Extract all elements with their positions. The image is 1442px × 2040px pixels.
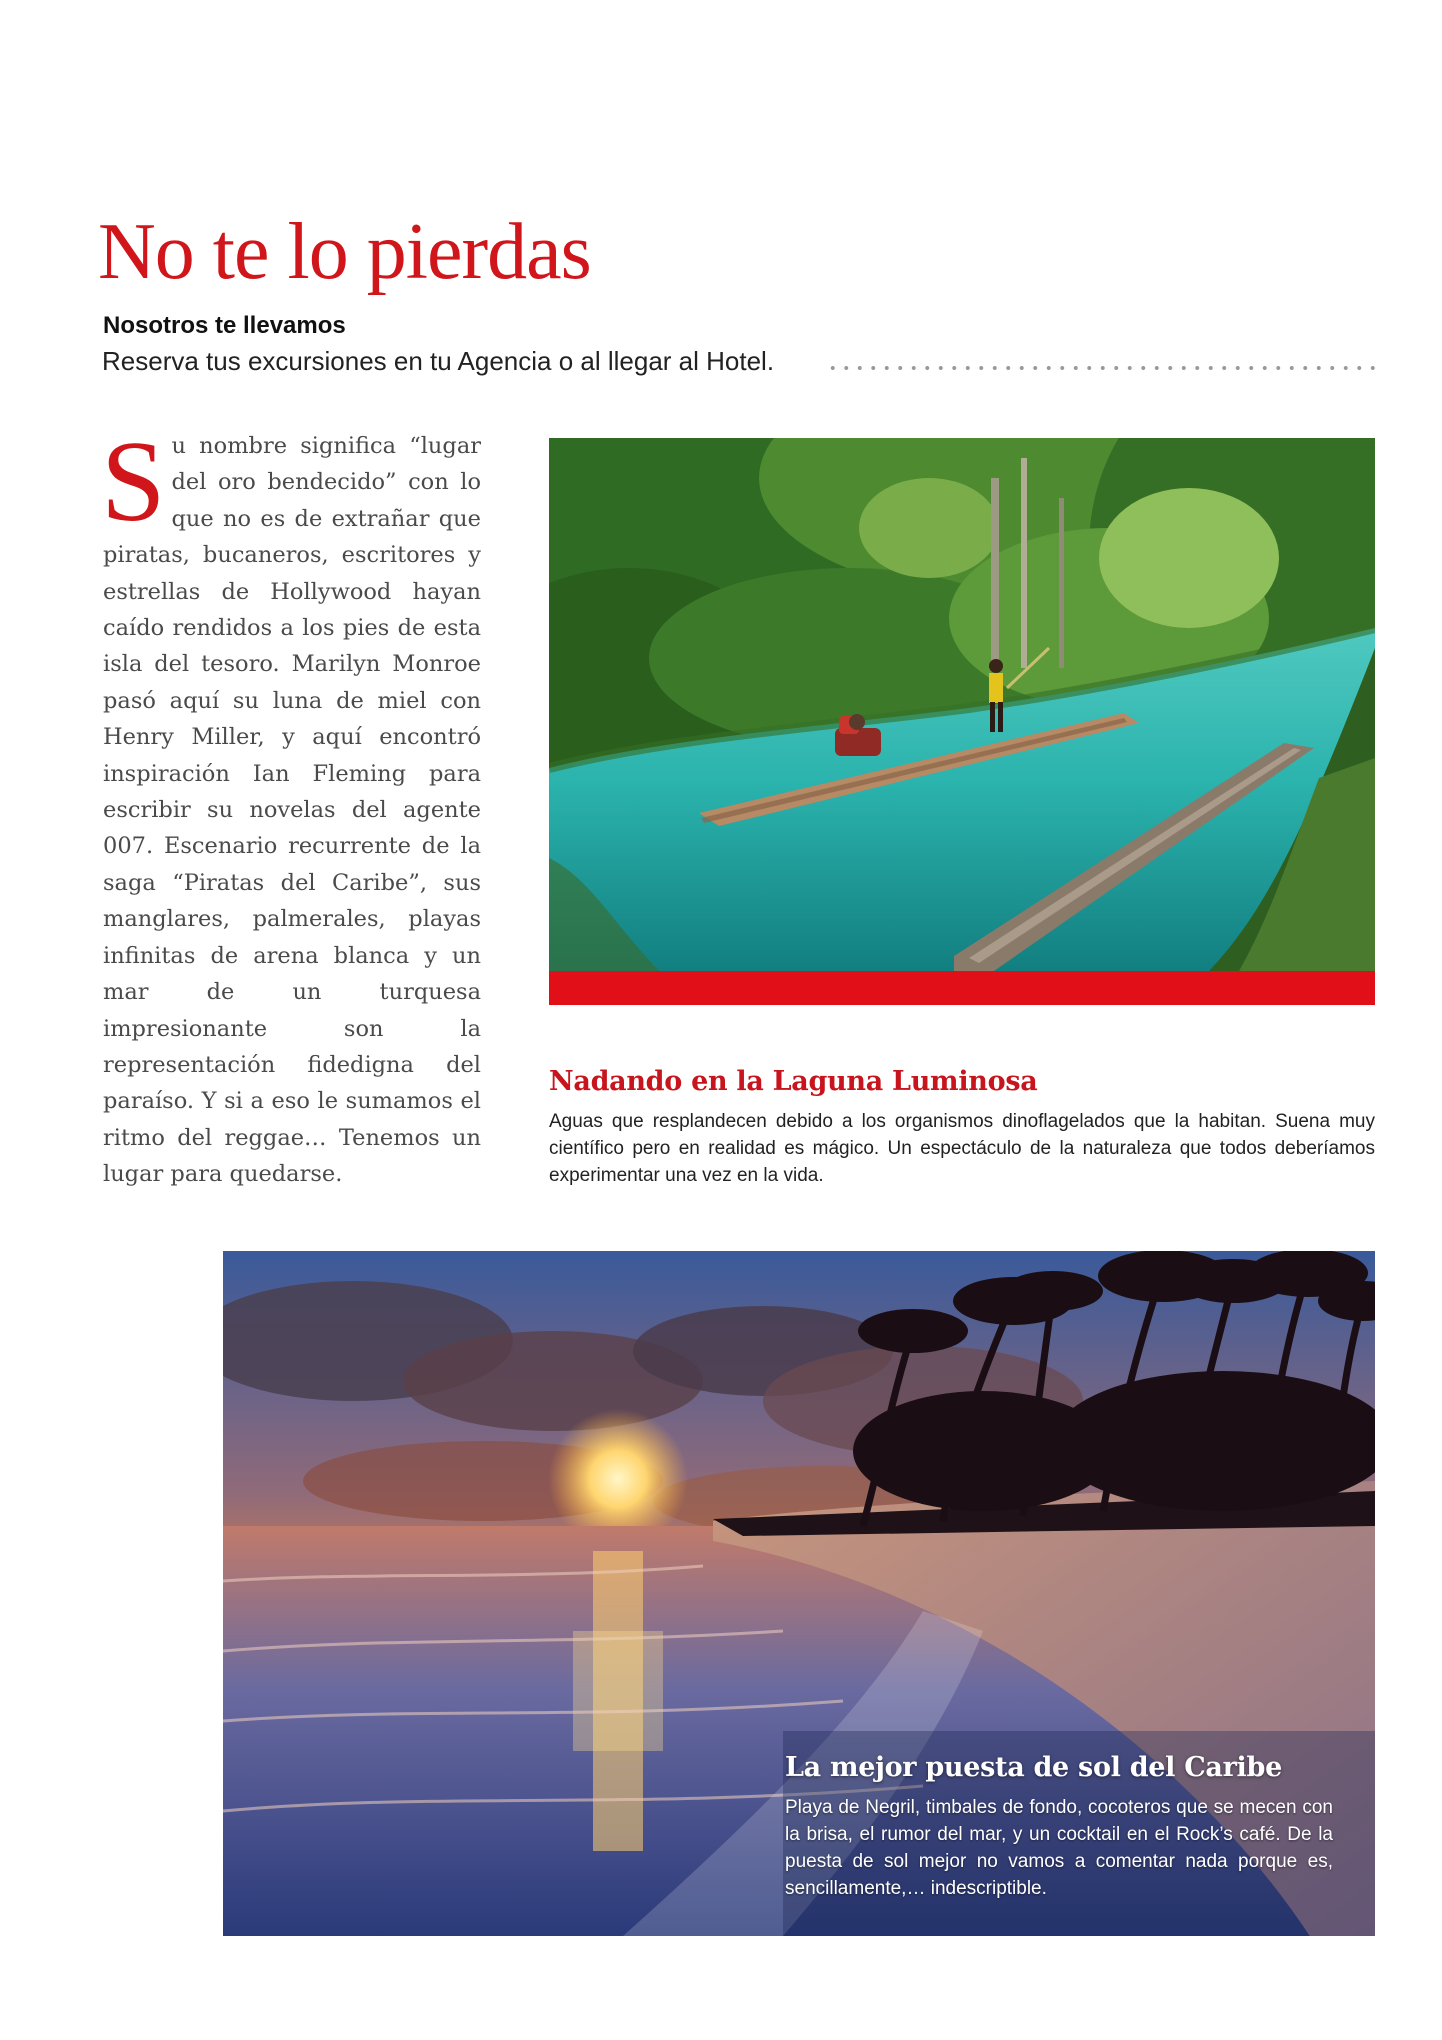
intro-paragraph [101,418,481,1193]
drop-cap: S [101,418,166,546]
lagoon-description: Aguas que resplandecen debido a los organismos dinoflagelados que la habitan. Suena muy científico pero en realidad es mágico. Un espectáculo de la naturaleza que todos deberíamos experimentar una vez en la vida. [549,1111,1375,1186]
dotted-leader [826,365,1376,371]
river-rafting-photo [549,438,1375,971]
sunset-description: Playa de Negril, timbales de fondo, cocoteros que se mecen con la brisa, el rumor del mar, y un cocktail en el Rock’s café. De la puesta de sol mejor no vamos a comentar nada porque es, sencillamente,… indescriptible. [785,1797,1333,1899]
lagoon-heading: Nadando en la Laguna Luminosa [549,1066,1038,1097]
page-subtitle: Nosotros te llevamos [103,312,346,339]
intro-text: u nombre significa “lugar del oro bendecido” con lo que no es de extrañar que piratas, bucaneros, escritores y estrellas de Hollywood hayan caído rendidos a los pies de esta isla del tesoro. Marilyn Monroe pasó aquí su luna de miel con Henry Miller, y aquí encontró inspiración Ian Fleming para escribir su novelas del agente 007. Escenario recurrente de la saga “Piratas del Caribe”, sus manglares, palmerales, playas infinitas de arena blanca y un mar de un turquesa impresionante son la representación fidedigna del paraíso. Y si a eso le sumamos el ritmo del reggae… Tenemos un lugar para quedarse. [103,433,481,1188]
red-accent-bar [549,971,1375,1005]
page-tagline: Reserva tus excursiones en tu Agencia o al llegar al Hotel. [102,346,775,376]
page-title: No te lo pierdas [98,208,591,296]
sunset-heading: La mejor puesta de sol del Caribe [785,1752,1282,1783]
